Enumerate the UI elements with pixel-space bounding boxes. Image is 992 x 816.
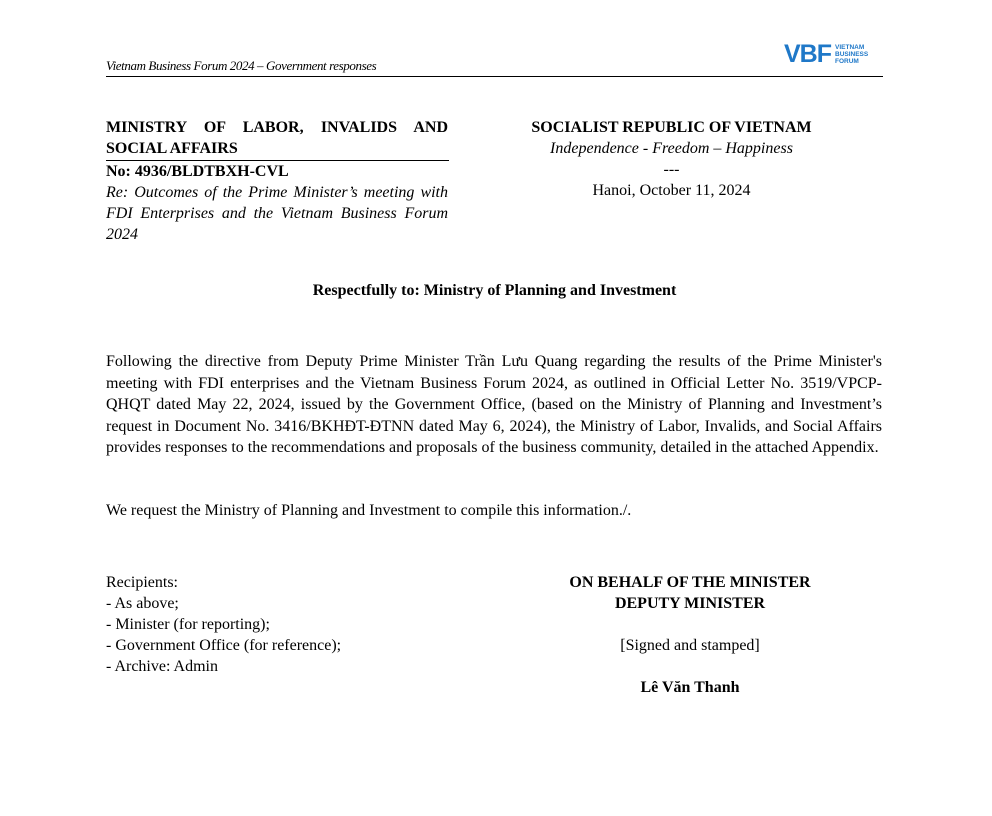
recipient-item: - As above; xyxy=(106,595,179,612)
logo-line-1: VIETNAM xyxy=(835,43,865,51)
document-subject: Re: Outcomes of the Prime Minister’s meeting with FDI Enterprises and the Vietnam Business Forum 2024 xyxy=(106,184,448,243)
body-paragraph-1: Following the directive from Deputy Prime Minister Trần Lưu Quang regarding the results of the Prime Minister's meeting with FDI enterprises and the Vietnam Business Forum 2024, as outlined in Official Letter No. 3519/VPCP-QHQT dated May 22, 2024, issued by the Government Office, (based on the Ministry of Planning and Investment’s request in Document No. 3416/BKHĐT-ĐTNN dated May 6, 2024), the Ministry of Labor, Invalids, and Social Affairs provides responses to the recommendations and proposals of the business community, detailed in the attached Appendix. xyxy=(106,353,882,457)
signer-name: Lê Văn Thanh xyxy=(640,679,740,696)
recipient-item: - Archive: Admin xyxy=(106,658,218,675)
recipients-list xyxy=(106,572,341,677)
state-heading xyxy=(480,117,863,201)
logo-line-3: FORUM xyxy=(835,57,859,65)
document-number: No: 4936/BLDTBXH-CVL xyxy=(106,163,289,180)
on-behalf-line: ON BEHALF OF THE MINISTER xyxy=(569,574,811,591)
ministry-divider xyxy=(106,160,449,161)
recipient-item: - Government Office (for reference); xyxy=(106,637,342,654)
running-header-title: Vietnam Business Forum 2024 – Government responses xyxy=(106,58,377,73)
logo-mark: VBF xyxy=(784,39,831,68)
header-divider xyxy=(106,76,883,77)
republic-name: SOCIALIST REPUBLIC OF VIETNAM xyxy=(531,119,812,136)
addressee: Respectfully to: Ministry of Planning and Investment xyxy=(312,282,677,299)
motto-separator: --- xyxy=(663,161,680,178)
signer-title: DEPUTY MINISTER xyxy=(614,595,766,612)
logo-line-2: BUSINESS xyxy=(835,50,869,58)
place-date: Hanoi, October 11, 2024 xyxy=(592,182,751,199)
signature-block xyxy=(500,572,880,698)
recipients-heading: Recipients: xyxy=(106,574,178,591)
body-paragraph-2: We request the Ministry of Planning and Investment to compile this information./. xyxy=(106,502,632,519)
signed-stamped-note: [Signed and stamped] xyxy=(620,637,760,654)
recipient-item: - Minister (for reporting); xyxy=(106,616,270,633)
national-motto: Independence - Freedom – Happiness xyxy=(550,140,793,157)
vbf-logo xyxy=(784,39,894,69)
logo-text xyxy=(835,44,868,65)
ministry-name: MINISTRY OF LABOR, INVALIDS AND SOCIAL AFFAIRS xyxy=(106,119,448,157)
